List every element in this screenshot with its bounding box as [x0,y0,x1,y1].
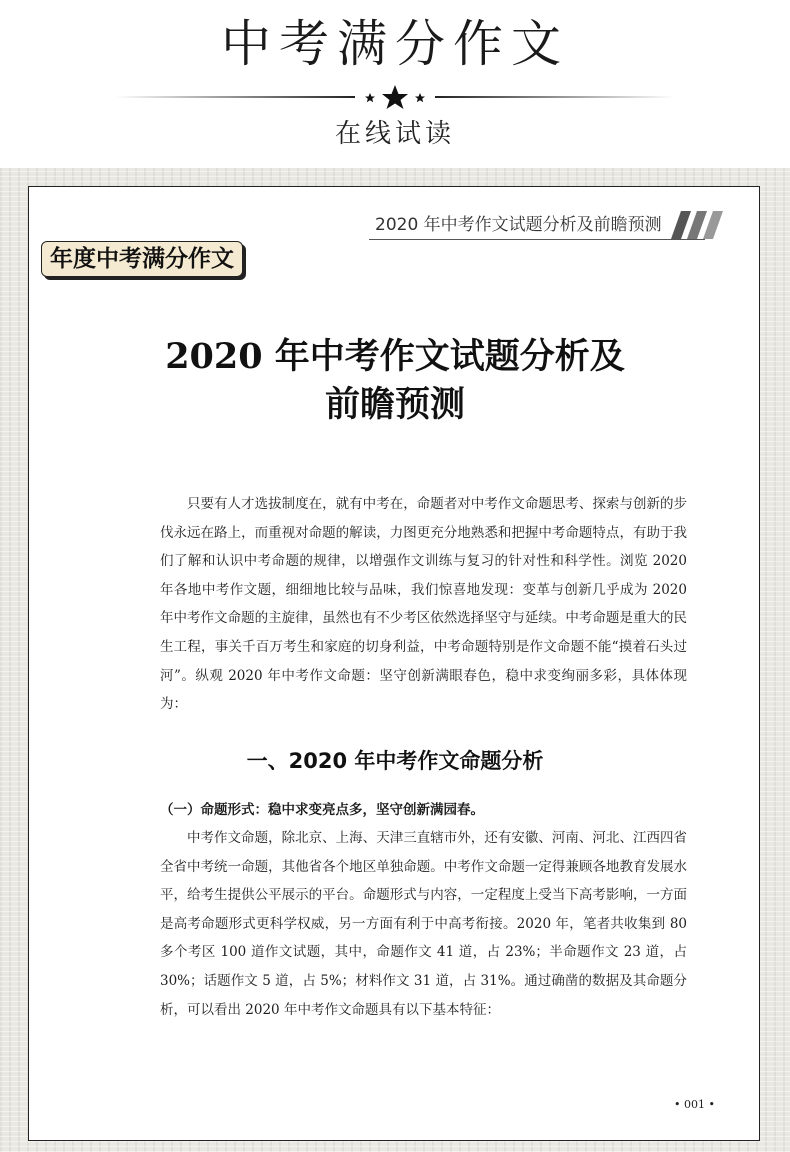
star-ornament-icon [355,84,435,110]
divider-line-right [435,96,675,98]
article-title [29,333,761,429]
article-title-line-1: 2020 年中考作文试题分析及 [165,336,625,377]
divider-line-left [115,96,355,98]
preview-subtitle: 在线试读 [334,119,455,149]
book-page [28,186,760,1141]
header-banner [0,0,790,168]
body-paragraph: 中考作文命题，除北京、上海、天津三直辖市外，还有安徽、河南、河北、江西四省全省中考统一命题，其他省各个地区单独命题。中考作文命题一定得兼顾各地教育发展水平，给考生提供公平展示的平台。命题形式与内容，一定程度上受当下高考影响，一方面是高考命题形式更科学权威，另一方面有利于中高考衔接。2020 年，笔者共收集到 80 多个考区 100 道作文试题，其中，命题作文 41 道，占 23%；半命题作文 23 道，占 30%；话题作文 5 道，占 5%；材料作文 31 道，占 31%。通过确凿的数据及其命题分析，可以看出 2020 年中考作文命题具有以下基本特征： [160,830,687,1018]
running-head [369,211,705,240]
category-tab: 年度中考满分作文 [41,241,243,277]
intro-paragraph: 只要有人才选拔制度在，就有中考在，命题者对中考作文命题思考、探索与创新的步伐永远在路上，而重视对命题的解读，力图更充分地熟悉和把握中考命题特点，有助于我们了解和认识中考命题的规律，以增强作文训练与复习的针对性和科学性。浏览 2020 年各地中考作文题，细细地比较与品味，我们惊喜地发现：变革与创新几乎成为 2020 年中考作文命题的主旋律，虽然也有不少考区依然选择坚守与延续。中考命题是重大的民生工程，事关千百万考生和家庭的切身利益，中考命题特别是作文命题不能“摸着石头过河”。纵观 2020 年中考作文命题：坚守创新满眼春色，稳中求变绚丽多彩，具体体现为： [160,496,687,713]
subsection-heading: （一）命题形式：稳中求变亮点多，坚守创新满园春。 [160,802,484,818]
article-title-line-2: 前瞻预测 [324,384,465,425]
running-head-text: 2020 年中考作文试题分析及前瞻预测 [375,215,662,235]
slash-decoration-icon [669,209,727,241]
book-title: 中考满分作文 [221,15,569,73]
page-number: • 001 • [674,1098,715,1111]
section-heading: 一、2020 年中考作文命题分析 [246,749,544,773]
